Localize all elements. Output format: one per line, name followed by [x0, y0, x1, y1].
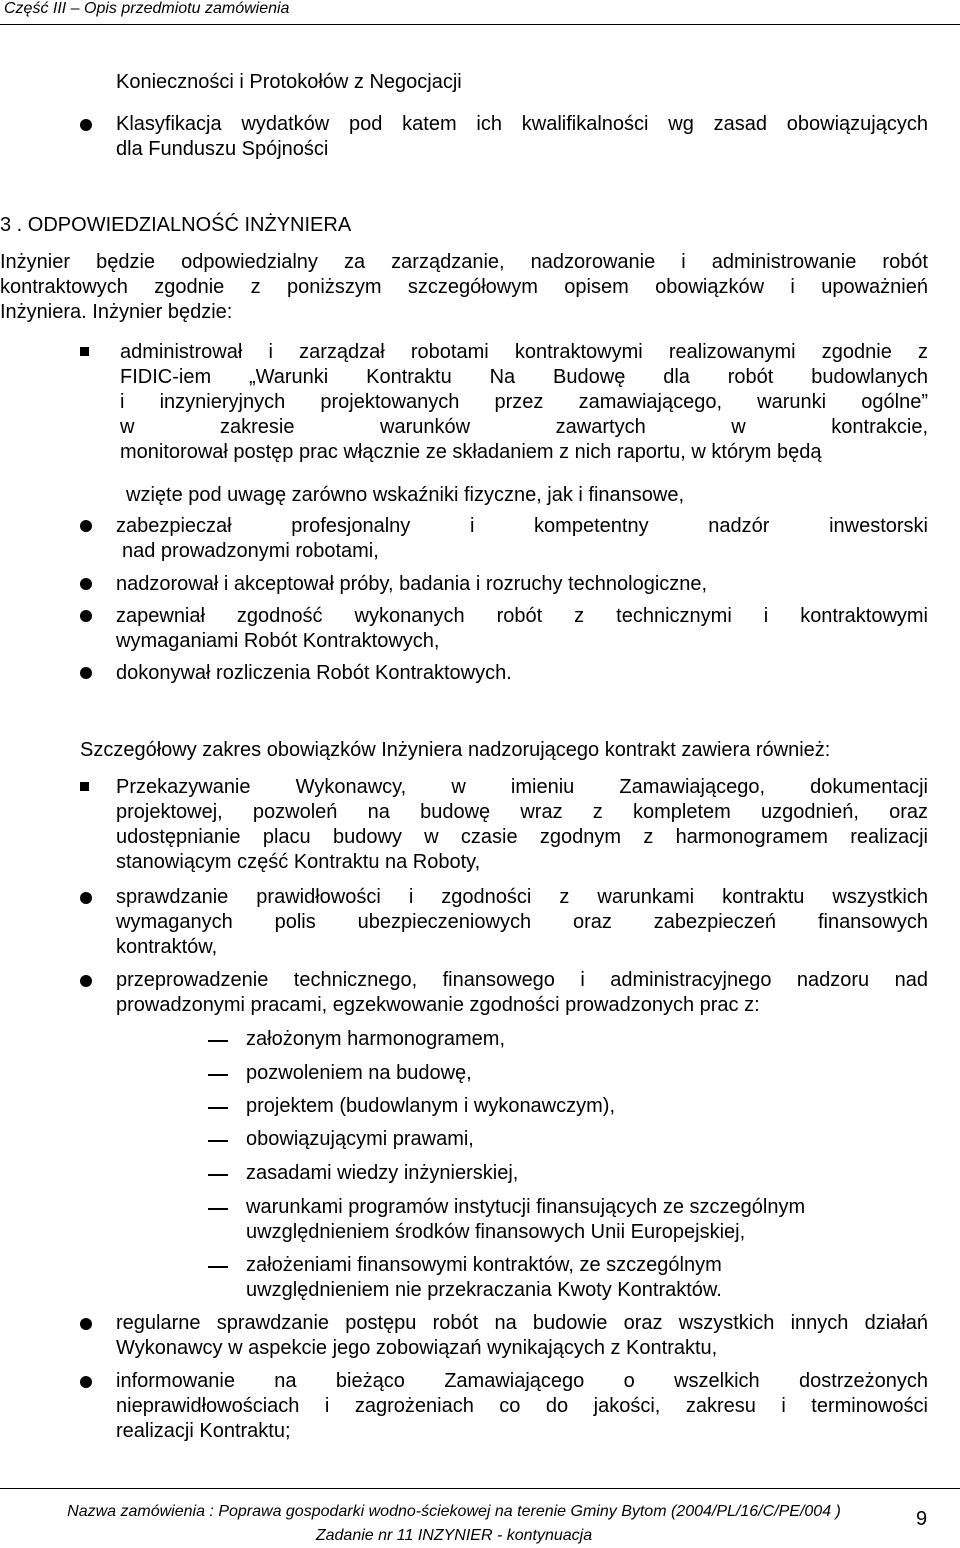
section-heading: 3 . ODPOWIEDZIALNOŚĆ INŻYNIERA — [0, 214, 352, 236]
bullet-icon — [80, 1318, 92, 1330]
sub-item: pozwoleniem na budowę, — [246, 1062, 472, 1084]
dash-icon — [208, 1074, 228, 1076]
dash-icon — [208, 1107, 228, 1109]
sub-item: założeniami finansowymi kontraktów, ze szczególnym uwzględnieniem nie przekraczania Kwoty Kontraktów. — [246, 1254, 722, 1301]
intro-paragraph: Inżynier będzie odpowiedzialny za zarządzanie, nadzorowanie i administrowanie robót kontraktowych zgodnie z poniższym szczegółowym opisem obowiązków i upoważnień Inżyniera. Inżynier będzie: — [0, 251, 928, 323]
sub-item: obowiązującymi prawami, — [246, 1128, 474, 1150]
duty-item: zabezpieczał profesjonalny i kompetentny nadzór inwestorski — [116, 515, 928, 537]
sub-item: założonym harmonogramem, — [246, 1028, 505, 1050]
scope-item: Przekazywanie Wykonawcy, w imieniu Zamawiającego, dokumentacji projektowej, pozwoleń na budowę wraz z kompletem uzgodnień, oraz udostępnianie placu budowy w czasie zgodnym z harmonogramem realizacji stanowiącym część Kontraktu na Roboty, — [116, 776, 928, 873]
page-header: Część III – Opis przedmiotu zamówienia — [4, 0, 290, 17]
dash-icon — [208, 1174, 228, 1176]
duty-item: zapewniał zgodność wykonanych robót z technicznymi i kontraktowymi wymaganiami Robót Kontraktowych, — [116, 605, 928, 652]
page-number: 9 — [916, 1508, 928, 1530]
square-bullet-icon — [80, 782, 89, 791]
duty-item-tail: nad prowadzonymi robotami, — [122, 540, 379, 562]
scope-item: informowanie na bieżąco Zamawiającego o wszelkich dostrzeżonych nieprawidłowościach i zagrożeniach co do jakości, zakresu i terminowości realizacji Kontraktu; — [116, 1370, 928, 1442]
bullet-icon — [80, 578, 92, 590]
dash-icon — [208, 1040, 228, 1042]
dash-icon — [208, 1140, 228, 1142]
scope-item: przeprowadzenie technicznego, finansowego i administracyjnego nadzoru nad prowadzonymi pracami, egzekwowanie zgodności prowadzonych prac z: — [116, 969, 928, 1016]
duty-item-tail: wzięte pod uwagę zarówno wskaźniki fizyczne, jak i finansowe, — [126, 484, 685, 506]
bullet-icon — [80, 119, 92, 131]
bullet-icon — [80, 1376, 92, 1388]
header-rule — [0, 24, 960, 25]
bullet-icon — [80, 667, 92, 679]
bullet-icon — [80, 892, 92, 904]
list-item-text: Klasyfikacja wydatków pod katem ich kwalifikalności wg zasad obowiązujących dla Funduszu Spójności — [116, 113, 928, 160]
dash-icon — [208, 1208, 228, 1210]
scope-intro: Szczegółowy zakres obowiązków Inżyniera nadzorującego kontrakt zawiera również: — [80, 739, 831, 761]
dash-icon — [208, 1266, 228, 1268]
bullet-icon — [80, 610, 92, 622]
footer-order-name: Nazwa zamówienia : Poprawa gospodarki wodno-ściekowej na terenie Gminy Bytom (2004/PL/16/C/PE/004 ) Zadanie nr 11 INZYNIER - kontynuacja — [67, 1503, 841, 1544]
duty-item: nadzorował i akceptował próby, badania i rozruchy technologiczne, — [116, 573, 708, 595]
scope-item: sprawdzanie prawidłowości i zgodności z warunkami kontraktu wszystkich wymaganych polis ubezpieczeniowych oraz zabezpieczeń finansowych kontraktów, — [116, 886, 928, 958]
square-bullet-icon — [80, 347, 89, 356]
list-item-text: Konieczności i Protokołów z Negocjacji — [116, 71, 462, 93]
duty-item: dokonywał rozliczenia Robót Kontraktowych. — [116, 662, 512, 684]
sub-item: warunkami programów instytucji finansujących ze szczególnym uwzględnieniem środków finansowych Unii Europejskiej, — [246, 1196, 806, 1243]
sub-item: projektem (budowlanym i wykonawczym), — [246, 1095, 616, 1117]
bullet-icon — [80, 975, 92, 987]
footer-rule — [0, 1488, 960, 1489]
duty-item: administrował i zarządzał robotami kontraktowymi realizowanymi zgodnie z FIDIC-iem „Warunki Kontraktu Na Budowę dla robót budowlanych i inzynieryjnych projektowanych przez zamawiającego, warunki ogólne” w zakresie warunków zawartych w kontrakcie, monitorował postęp prac włącznie ze składaniem z nich raportu, w którym będą — [120, 341, 928, 463]
sub-item: zasadami wiedzy inżynierskiej, — [246, 1162, 519, 1184]
bullet-icon — [80, 520, 92, 532]
scope-item: regularne sprawdzanie postępu robót na budowie oraz wszystkich innych działań Wykonawcy w aspekcie jego zobowiązań wynikających z Kontraktu, — [116, 1312, 928, 1359]
